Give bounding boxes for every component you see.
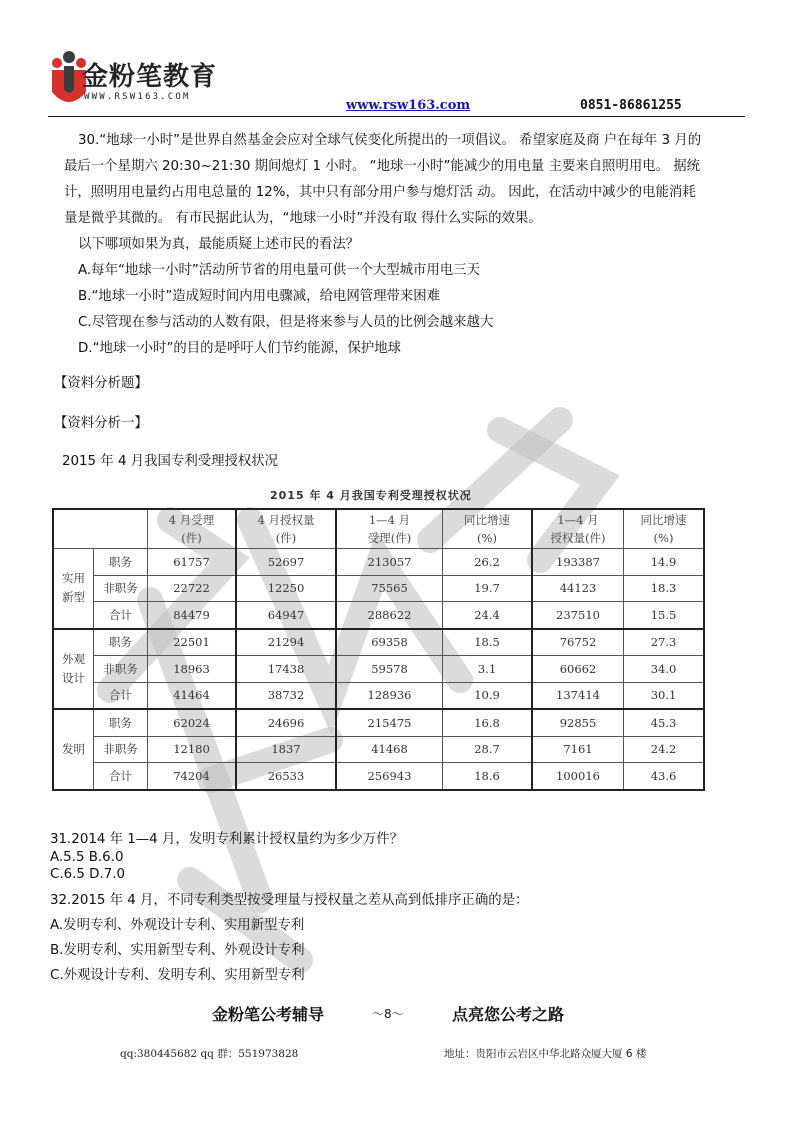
column-header: 4 月受理 (件) bbox=[148, 509, 237, 549]
table-cell: 18.3 bbox=[624, 575, 705, 602]
table-cell: 15.5 bbox=[624, 602, 705, 629]
table-cell: 24.2 bbox=[624, 736, 705, 763]
q31-options-ab: A.5.5 B.6.0 bbox=[50, 850, 124, 865]
table-cell: 21294 bbox=[236, 629, 336, 656]
question-30 bbox=[50, 128, 750, 362]
q32-option-b: B.发明专利、实用新型专利、外观设计专利 bbox=[50, 943, 305, 958]
row-label: 合计 bbox=[94, 682, 148, 709]
row-label: 合计 bbox=[94, 763, 148, 790]
table-cell: 62024 bbox=[148, 709, 237, 736]
logo-mark-icon bbox=[52, 50, 86, 110]
table-cell: 34.0 bbox=[624, 656, 705, 683]
q30-prompt: 以下哪项如果为真，最能质疑上述市民的看法？ bbox=[78, 237, 360, 252]
table-row bbox=[53, 682, 704, 709]
q31-options-cd: C.6.5 D.7.0 bbox=[50, 867, 126, 882]
table-header-row bbox=[53, 509, 704, 549]
footer-qq: qq:380445682 qq 群：551973828 bbox=[120, 1048, 299, 1060]
table-cell: 26.2 bbox=[443, 549, 533, 576]
table-cell: 17438 bbox=[236, 656, 336, 683]
table-row bbox=[53, 763, 704, 790]
table-cell: 3.1 bbox=[443, 656, 533, 683]
footer-slogan-right: 点亮您公考之路 bbox=[452, 1005, 565, 1024]
table-cell: 69358 bbox=[336, 629, 443, 656]
table-cell: 22501 bbox=[148, 629, 237, 656]
row-label: 职务 bbox=[94, 549, 148, 576]
table-cell: 18.5 bbox=[443, 629, 533, 656]
table-cell: 14.9 bbox=[624, 549, 705, 576]
table-row bbox=[53, 736, 704, 763]
table-cell: 24.4 bbox=[443, 602, 533, 629]
table-cell: 215475 bbox=[336, 709, 443, 736]
table-cell: 44123 bbox=[532, 575, 624, 602]
table-cell: 27.3 bbox=[624, 629, 705, 656]
column-header: 1—4 月 受理(件) bbox=[336, 509, 443, 549]
column-header: 同比增速 (%) bbox=[443, 509, 533, 549]
q30-line: 计，照明用电量约占用电总量的 12%，其中只有部分用户参与熄灯活 动。 因此，在活动中减少的电能消耗 bbox=[64, 185, 696, 200]
table-cell: 288622 bbox=[336, 602, 443, 629]
table-cell: 30.1 bbox=[624, 682, 705, 709]
brand-name: 金粉笔教育 bbox=[82, 62, 218, 92]
group-label: 实用 新型 bbox=[53, 549, 94, 629]
table-cell: 19.7 bbox=[443, 575, 533, 602]
table-cell: 59578 bbox=[336, 656, 443, 683]
footer-address: 地址：贵阳市云岩区中华北路众厦大厦 6 楼 bbox=[444, 1048, 647, 1060]
table-cell: 193387 bbox=[532, 549, 624, 576]
table-cell: 41468 bbox=[336, 736, 443, 763]
section-heading: 【资料分析题】 bbox=[54, 376, 148, 391]
table-cell: 18.6 bbox=[443, 763, 533, 790]
q30-line: 量是微乎其微的。 有市民据此认为，“地球一小时”并没有取 得什么实际的效果。 bbox=[64, 211, 542, 226]
row-label: 职务 bbox=[94, 709, 148, 736]
table-cell: 22722 bbox=[148, 575, 237, 602]
table-cell: 24696 bbox=[236, 709, 336, 736]
q32-option-c: C.外观设计专利、发明专利、实用新型专利 bbox=[50, 968, 305, 983]
q30-line: 最后一个星期六 20:30~21:30 期间熄灯 1 小时。 “地球一小时”能减少的用电量 主要来自照明用电。 据统 bbox=[64, 159, 701, 174]
table-cell: 10.9 bbox=[443, 682, 533, 709]
brand-url-caps: WWW.RSW163.COM bbox=[84, 92, 191, 102]
patent-table bbox=[52, 508, 705, 791]
table-cell: 213057 bbox=[336, 549, 443, 576]
header-divider bbox=[48, 116, 745, 117]
footer-slogan-left: 金粉笔公考辅导 bbox=[212, 1005, 325, 1024]
table-cell: 237510 bbox=[532, 602, 624, 629]
table-cell: 18963 bbox=[148, 656, 237, 683]
table-cell: 75565 bbox=[336, 575, 443, 602]
table-cell: 76752 bbox=[532, 629, 624, 656]
header-corner bbox=[53, 509, 148, 549]
table-row bbox=[53, 575, 704, 602]
table-cell: 64947 bbox=[236, 602, 336, 629]
table-cell: 100016 bbox=[532, 763, 624, 790]
q32-option-a: A.发明专利、外观设计专利、实用新型专利 bbox=[50, 918, 305, 933]
table-cell: 1837 bbox=[236, 736, 336, 763]
questions-31-32 bbox=[50, 828, 528, 989]
table-row bbox=[53, 709, 704, 736]
table-cell: 7161 bbox=[532, 736, 624, 763]
table-cell: 45.3 bbox=[624, 709, 705, 736]
page-number: ～8～ bbox=[372, 1007, 404, 1021]
row-label: 非职务 bbox=[94, 575, 148, 602]
q30-option-c: C.尽管现在参与活动的人数有限，但是将来参与人员的比例会越来越大 bbox=[78, 315, 494, 330]
section-subheading: 【资料分析一】 bbox=[54, 416, 148, 431]
column-header: 1—4 月 授权量(件) bbox=[532, 509, 624, 549]
q30-option-a: A.每年“地球一小时”活动所节省的用电量可供一个大型城市用电三天 bbox=[78, 263, 480, 278]
column-header: 同比增速 (%) bbox=[624, 509, 705, 549]
table-cell: 43.6 bbox=[624, 763, 705, 790]
table-row bbox=[53, 602, 704, 629]
q30-option-d: D.“地球一小时”的目的是呼吁人们节约能源，保护地球 bbox=[78, 341, 402, 356]
table-row bbox=[53, 656, 704, 683]
q30-option-b: B.“地球一小时”造成短时间内用电骤减，给电网管理带来困难 bbox=[78, 289, 441, 304]
row-label: 职务 bbox=[94, 629, 148, 656]
table-cell: 16.8 bbox=[443, 709, 533, 736]
table-cell: 92855 bbox=[532, 709, 624, 736]
group-label: 发明 bbox=[53, 709, 94, 790]
group-label: 外观 设计 bbox=[53, 629, 94, 710]
table-cell: 61757 bbox=[148, 549, 237, 576]
table-cell: 26533 bbox=[236, 763, 336, 790]
table-cell: 60662 bbox=[532, 656, 624, 683]
table-cell: 12180 bbox=[148, 736, 237, 763]
table-cell: 28.7 bbox=[443, 736, 533, 763]
table-cell: 52697 bbox=[236, 549, 336, 576]
table-row bbox=[53, 549, 704, 576]
table-cell: 128936 bbox=[336, 682, 443, 709]
row-label: 非职务 bbox=[94, 736, 148, 763]
table-cell: 12250 bbox=[236, 575, 336, 602]
table-cell: 38732 bbox=[236, 682, 336, 709]
phone-number: 0851-86861255 bbox=[580, 98, 682, 113]
table-cell: 256943 bbox=[336, 763, 443, 790]
material-title: 2015 年 4 月我国专利受理授权状况 bbox=[62, 454, 279, 469]
row-label: 合计 bbox=[94, 602, 148, 629]
website-link[interactable]: www.rsw163.com bbox=[346, 98, 471, 113]
table-title: 2015 年 4 月我国专利受理授权状况 bbox=[270, 489, 472, 502]
q31-stem: 31.2014 年 1—4 月，发明专利累计授权量约为多少万件？ bbox=[50, 832, 403, 847]
q32-stem: 32.2015 年 4 月，不同专利类型按受理量与授权量之差从高到低排序正确的是： bbox=[50, 893, 529, 908]
table-cell: 41464 bbox=[148, 682, 237, 709]
row-label: 非职务 bbox=[94, 656, 148, 683]
table-row bbox=[53, 629, 704, 656]
table-cell: 137414 bbox=[532, 682, 624, 709]
table-cell: 84479 bbox=[148, 602, 237, 629]
table-cell: 74204 bbox=[148, 763, 237, 790]
column-header: 4 月授权量 (件) bbox=[236, 509, 336, 549]
q30-line: 30.“地球一小时”是世界自然基金会应对全球气侯变化所提出的一项倡议。 希望家庭及商 户在每年 3 月的 bbox=[78, 133, 702, 148]
